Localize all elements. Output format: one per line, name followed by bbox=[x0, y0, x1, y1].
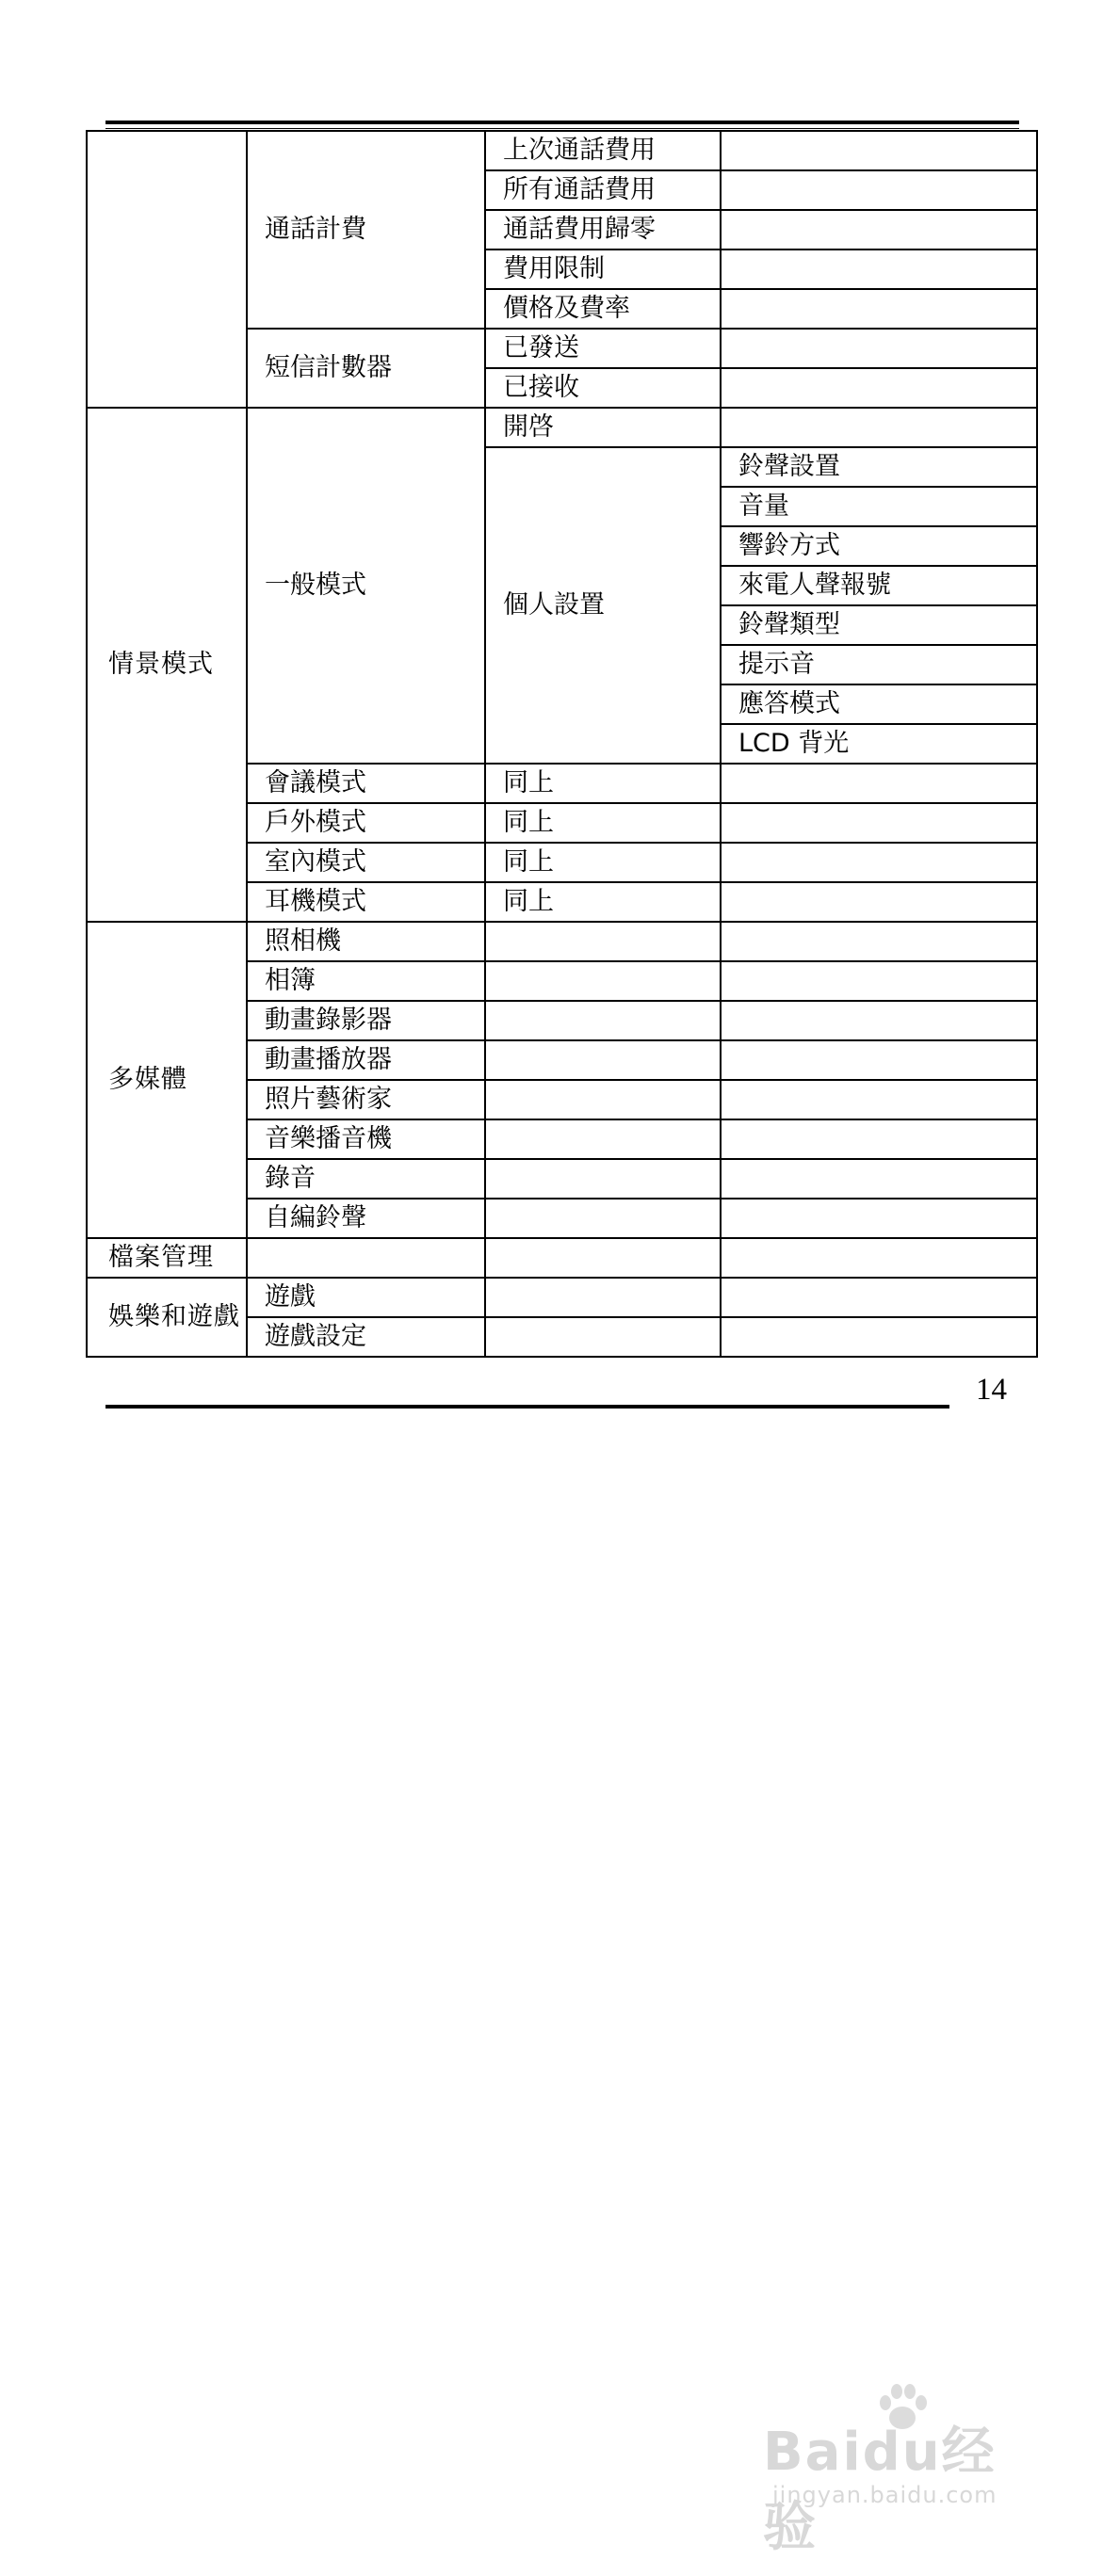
level1-cell: 檔案管理 bbox=[87, 1238, 247, 1278]
footer-rule bbox=[105, 1405, 949, 1409]
table-row bbox=[87, 1238, 1037, 1278]
level3-cell bbox=[485, 1119, 721, 1159]
menu-structure-table bbox=[86, 130, 1038, 1358]
level4-cell: 來電人聲報號 bbox=[721, 566, 1037, 605]
watermark-logo: Baidu经验 bbox=[763, 2422, 997, 2558]
level3-cell bbox=[485, 1278, 721, 1317]
level1-cell: 情景模式 bbox=[87, 408, 247, 922]
level2-cell: 會議模式 bbox=[247, 764, 485, 803]
level3-cell bbox=[485, 922, 721, 961]
level4-cell: 應答模式 bbox=[721, 684, 1037, 724]
level3-cell: 同上 bbox=[485, 843, 721, 882]
level2-cell: 錄音 bbox=[247, 1159, 485, 1199]
table-row bbox=[87, 131, 1037, 170]
page-number: 14 bbox=[976, 1373, 1007, 1407]
level3-cell bbox=[485, 1317, 721, 1357]
level4-cell bbox=[721, 1199, 1037, 1238]
level4-cell bbox=[721, 1040, 1037, 1080]
level2-cell: 動畫播放器 bbox=[247, 1040, 485, 1080]
level3-cell bbox=[485, 1238, 721, 1278]
table-row bbox=[87, 408, 1037, 447]
level1-cell: 多媒體 bbox=[87, 922, 247, 1238]
level4-cell bbox=[721, 250, 1037, 289]
level2-cell: 室內模式 bbox=[247, 843, 485, 882]
level2-cell: 戶外模式 bbox=[247, 803, 485, 843]
level3-cell bbox=[485, 1080, 721, 1119]
level3-cell: 同上 bbox=[485, 764, 721, 803]
level3-cell: 通話費用歸零 bbox=[485, 210, 721, 250]
header-rule-thin bbox=[105, 128, 1019, 129]
level4-cell: 鈴聲設置 bbox=[721, 447, 1037, 487]
watermark-url: jingyan.baidu.com bbox=[772, 2482, 997, 2508]
level3-cell bbox=[485, 1001, 721, 1040]
level3-cell: 開啓 bbox=[485, 408, 721, 447]
level4-cell bbox=[721, 764, 1037, 803]
level2-cell: 一般模式 bbox=[247, 408, 485, 764]
level4-cell bbox=[721, 131, 1037, 170]
level1-cell: 娛樂和遊戲 bbox=[87, 1278, 247, 1357]
level2-cell: 通話計費 bbox=[247, 131, 485, 329]
level4-cell: 響鈴方式 bbox=[721, 526, 1037, 566]
level2-cell: 照片藝術家 bbox=[247, 1080, 485, 1119]
level4-cell bbox=[721, 1080, 1037, 1119]
level2-cell: 音樂播音機 bbox=[247, 1119, 485, 1159]
level2-cell: 遊戲設定 bbox=[247, 1317, 485, 1357]
level2-cell: 動畫錄影器 bbox=[247, 1001, 485, 1040]
level4-cell: LCD 背光 bbox=[721, 724, 1037, 764]
level4-cell bbox=[721, 408, 1037, 447]
level4-cell bbox=[721, 1278, 1037, 1317]
baidu-watermark bbox=[763, 2382, 1046, 2558]
level4-cell bbox=[721, 210, 1037, 250]
level4-cell bbox=[721, 1317, 1037, 1357]
level4-cell bbox=[721, 1001, 1037, 1040]
level4-cell bbox=[721, 843, 1037, 882]
level4-cell bbox=[721, 803, 1037, 843]
level3-cell bbox=[485, 1199, 721, 1238]
level4-cell bbox=[721, 170, 1037, 210]
level4-cell bbox=[721, 882, 1037, 922]
level2-cell: 相簿 bbox=[247, 961, 485, 1001]
level3-cell: 價格及費率 bbox=[485, 289, 721, 329]
level2-cell: 耳機模式 bbox=[247, 882, 485, 922]
level3-cell: 個人設置 bbox=[485, 447, 721, 764]
level1-cell bbox=[87, 131, 247, 408]
level4-cell bbox=[721, 368, 1037, 408]
level3-cell: 已接收 bbox=[485, 368, 721, 408]
table-row bbox=[87, 922, 1037, 961]
level3-cell: 已發送 bbox=[485, 329, 721, 368]
level3-cell: 上次通話費用 bbox=[485, 131, 721, 170]
level4-cell bbox=[721, 329, 1037, 368]
level3-cell bbox=[485, 961, 721, 1001]
level2-cell: 照相機 bbox=[247, 922, 485, 961]
level4-cell bbox=[721, 289, 1037, 329]
table-row bbox=[87, 1278, 1037, 1317]
level4-cell: 鈴聲類型 bbox=[721, 605, 1037, 645]
level4-cell: 音量 bbox=[721, 487, 1037, 526]
level3-cell: 同上 bbox=[485, 882, 721, 922]
level3-cell bbox=[485, 1159, 721, 1199]
level3-cell: 同上 bbox=[485, 803, 721, 843]
level2-cell: 短信計數器 bbox=[247, 329, 485, 408]
level2-cell: 自編鈴聲 bbox=[247, 1199, 485, 1238]
level4-cell bbox=[721, 1159, 1037, 1199]
level2-cell: 遊戲 bbox=[247, 1278, 485, 1317]
level3-cell bbox=[485, 1040, 721, 1080]
level4-cell bbox=[721, 1238, 1037, 1278]
header-rule bbox=[105, 121, 1019, 124]
level4-cell: 提示音 bbox=[721, 645, 1037, 684]
level4-cell bbox=[721, 922, 1037, 961]
level4-cell bbox=[721, 961, 1037, 1001]
level3-cell: 費用限制 bbox=[485, 250, 721, 289]
level3-cell: 所有通話費用 bbox=[485, 170, 721, 210]
level4-cell bbox=[721, 1119, 1037, 1159]
level2-cell bbox=[247, 1238, 485, 1278]
